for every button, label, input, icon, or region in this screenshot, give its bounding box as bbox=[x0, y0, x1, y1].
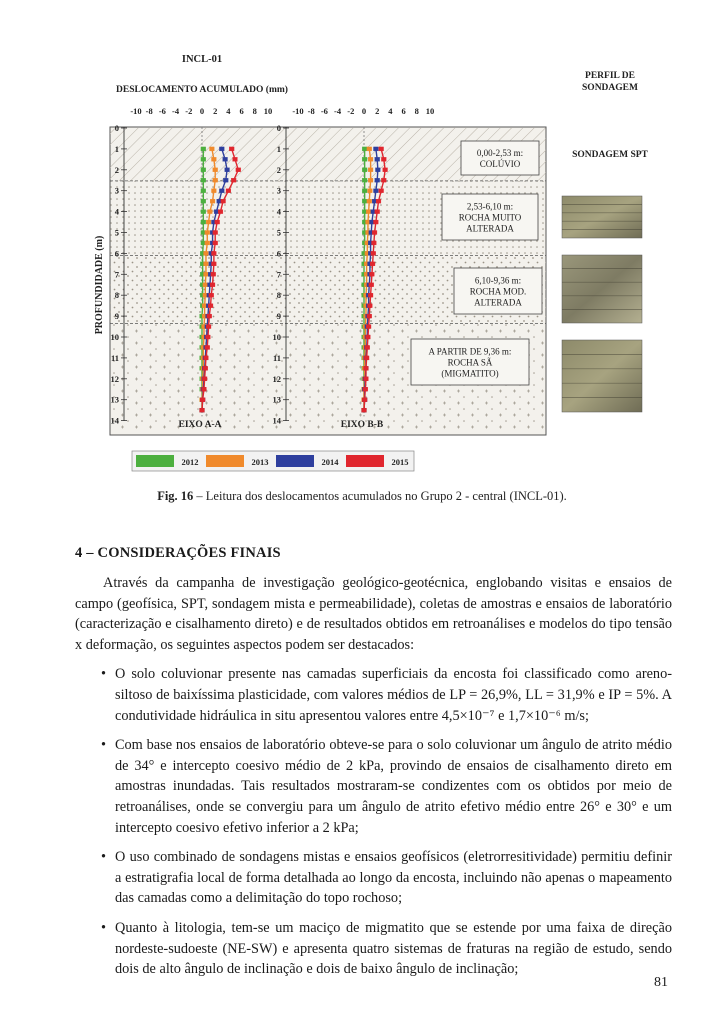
data-point bbox=[206, 220, 211, 224]
data-point bbox=[213, 241, 218, 245]
y-tick-label: 13 bbox=[110, 394, 119, 405]
list-item bbox=[75, 918, 672, 980]
data-point bbox=[200, 408, 205, 412]
inclinometer-figure bbox=[90, 40, 650, 480]
layer-label-line: 0,00-2,53 m: bbox=[476, 148, 524, 158]
x-axis-title: DESLOCAMENTO ACUMULADO (mm) bbox=[116, 85, 288, 95]
y-tick-label: 9 bbox=[114, 311, 119, 322]
layer-label-line: A PARTIR DE 9,36 m: bbox=[428, 346, 512, 357]
layer-label-line: ALTERADA bbox=[474, 297, 522, 308]
y-tick-label: 2 bbox=[114, 164, 119, 175]
list-item bbox=[75, 735, 672, 838]
data-point bbox=[381, 178, 386, 182]
data-point bbox=[206, 335, 211, 339]
data-point bbox=[201, 199, 206, 203]
y-tick-label: 10 bbox=[272, 332, 281, 342]
figure-label: Fig. 16 bbox=[157, 489, 194, 503]
x-tick-label: 8 bbox=[252, 106, 257, 116]
data-point bbox=[219, 147, 224, 151]
y-tick-label: 0 bbox=[114, 123, 119, 133]
y-axis-title: PROFUNDIDADE (m) bbox=[94, 235, 105, 335]
list-item-text: O uso combinado de sondagens mistas e ensaios geofísicos (eletrorresitividade) permitiu definir a estratigrafia local de forma detalhada ao longo da encosta, incluindo não apenas o mapeamento das camadas como a delimitação do topo rochoso; bbox=[115, 849, 672, 907]
y-tick-label: 4 bbox=[276, 206, 281, 217]
data-point bbox=[229, 147, 234, 151]
x-tick-label: 4 bbox=[226, 106, 231, 116]
bullet-icon: • bbox=[101, 849, 107, 866]
data-point bbox=[201, 178, 206, 182]
x-tick-label: -2 bbox=[185, 106, 193, 116]
data-point bbox=[233, 157, 238, 161]
inclinometer-chart bbox=[90, 40, 650, 480]
data-point bbox=[205, 231, 210, 235]
layer-label-line: ALTERADA bbox=[466, 223, 514, 234]
x-tick-label: 2 bbox=[375, 106, 380, 116]
x-tick-label: 0 bbox=[361, 106, 367, 116]
y-tick-label: 10 bbox=[110, 332, 119, 342]
figure-caption-text: – Leitura dos deslocamentos acumulados no Grupo 2 - central (INCL-01). bbox=[193, 489, 567, 503]
data-point bbox=[362, 398, 367, 402]
layer-label bbox=[470, 276, 527, 308]
data-point bbox=[362, 199, 367, 203]
legend-swatch bbox=[136, 455, 174, 467]
x-tick-label: -10 bbox=[130, 106, 142, 116]
conclusions-list bbox=[75, 664, 672, 979]
legend-swatch bbox=[206, 455, 244, 467]
rock-core-photo bbox=[562, 196, 642, 238]
data-point bbox=[201, 157, 206, 161]
panel-label: EIXO A-A bbox=[178, 420, 222, 430]
data-point bbox=[210, 199, 215, 203]
y-tick-label: 0 bbox=[276, 123, 281, 133]
data-point bbox=[370, 262, 375, 266]
list-item-text: Com base nos ensaios de laboratório obteve-se para o solo coluvionar um ângulo de atrito médio de 34° e intercepto coesivo médio de 2 kPa, provindo de ensaios de cisalhamento direto em amostras inundadas. Tais resultados mostraram-se condizentes com os obtidos por meio de retroanálises, onde se convergiu para um ângulo de atrito efetivo médio entre 26° e 30° e um intercepto coesivo efetivo inferior a 2 kPa; bbox=[115, 737, 672, 836]
data-point bbox=[375, 178, 380, 182]
x-tick-label: -8 bbox=[145, 106, 153, 116]
data-point bbox=[205, 241, 210, 245]
body-text bbox=[75, 573, 672, 989]
data-point bbox=[381, 157, 386, 161]
panel-label: EIXO B-B bbox=[340, 420, 384, 430]
y-tick-label: 1 bbox=[114, 143, 119, 154]
data-point bbox=[211, 272, 216, 276]
y-tick-label: 13 bbox=[272, 394, 281, 405]
legend-swatch bbox=[346, 455, 384, 467]
data-point bbox=[370, 272, 375, 276]
figure-caption bbox=[0, 489, 724, 504]
y-tick-label: 5 bbox=[114, 227, 119, 238]
data-point bbox=[203, 366, 208, 370]
data-point bbox=[362, 157, 367, 161]
data-point bbox=[368, 178, 373, 182]
data-point bbox=[201, 147, 206, 151]
data-point bbox=[213, 168, 218, 172]
data-point bbox=[362, 189, 367, 193]
data-point bbox=[366, 210, 371, 214]
legend-label: 2015 bbox=[391, 457, 409, 467]
list-item bbox=[75, 664, 672, 726]
data-point bbox=[372, 231, 377, 235]
data-point bbox=[209, 293, 214, 297]
legend-label: 2013 bbox=[251, 457, 269, 467]
sondagem-label: SONDAGEM SPT bbox=[572, 150, 648, 160]
data-point bbox=[375, 210, 380, 214]
y-tick-label: 8 bbox=[114, 290, 119, 301]
y-tick-label: 3 bbox=[114, 185, 119, 196]
layer-label bbox=[459, 202, 522, 234]
x-tick-label: 10 bbox=[425, 106, 435, 116]
data-point bbox=[362, 178, 367, 182]
y-tick-label: 6 bbox=[276, 248, 281, 259]
data-point bbox=[367, 314, 372, 318]
data-point bbox=[215, 220, 220, 224]
data-point bbox=[201, 189, 206, 193]
data-point bbox=[219, 189, 224, 193]
data-point bbox=[204, 356, 209, 360]
data-point bbox=[211, 157, 216, 161]
data-point bbox=[225, 168, 230, 172]
figure-title: INCL-01 bbox=[181, 54, 223, 65]
data-point bbox=[208, 210, 213, 214]
x-tick-label: 0 bbox=[199, 106, 205, 116]
data-point bbox=[213, 231, 218, 235]
list-item bbox=[75, 847, 672, 909]
data-point bbox=[373, 189, 378, 193]
data-point bbox=[362, 408, 367, 412]
data-point bbox=[204, 262, 209, 266]
y-tick-label: 11 bbox=[110, 352, 119, 363]
data-point bbox=[368, 293, 373, 297]
y-tick-label: 2 bbox=[276, 164, 281, 175]
data-point bbox=[210, 147, 215, 151]
x-tick-label: -10 bbox=[292, 106, 304, 116]
layer-label-line: (MIGMATITO) bbox=[441, 368, 499, 379]
layer-label-line: ROCHA MUITO bbox=[458, 212, 522, 223]
x-tick-label: -6 bbox=[158, 106, 166, 116]
rock-core-photo bbox=[562, 340, 642, 412]
x-tick-label: 4 bbox=[388, 106, 393, 116]
data-point bbox=[367, 199, 372, 203]
page-number: 81 bbox=[654, 975, 668, 990]
data-point bbox=[204, 272, 209, 276]
x-tick-label: 8 bbox=[414, 106, 419, 116]
bullet-icon: • bbox=[101, 919, 107, 936]
y-tick-label: 3 bbox=[276, 185, 281, 196]
data-point bbox=[368, 157, 373, 161]
data-point bbox=[202, 387, 207, 391]
data-point bbox=[223, 178, 228, 182]
data-point bbox=[231, 178, 236, 182]
data-point bbox=[236, 168, 241, 172]
intro-paragraph: Através da campanha de investigação geológico-geotécnica, englobando visitas e ensaios de campo (geofísica, SPT, sondagem mista e permeabilidade), coletas de amostras e ensaios de laboratório (caracterização e cisalhamento direto) e de resultados obtidos em retroanálises e modelos do tipo tensão x deformação, os seguintes aspectos podem ser destacados: bbox=[75, 575, 672, 653]
data-point bbox=[201, 220, 206, 224]
data-point bbox=[211, 262, 216, 266]
data-point bbox=[203, 283, 208, 287]
data-point bbox=[202, 377, 207, 381]
perfil-title: PERFIL DE bbox=[585, 71, 635, 81]
x-tick-label: 2 bbox=[213, 106, 218, 116]
data-point bbox=[366, 335, 371, 339]
data-point bbox=[226, 189, 231, 193]
data-point bbox=[366, 325, 371, 329]
rock-core-photo bbox=[562, 255, 642, 323]
data-point bbox=[201, 210, 206, 214]
data-point bbox=[368, 189, 373, 193]
data-point bbox=[223, 157, 228, 161]
x-tick-label: -4 bbox=[334, 106, 342, 116]
legend-label: 2012 bbox=[181, 457, 199, 467]
data-point bbox=[371, 251, 376, 255]
data-point bbox=[379, 147, 384, 151]
data-point bbox=[204, 251, 209, 255]
layer-label-line: 2,53-6,10 m: bbox=[466, 201, 514, 212]
data-point bbox=[206, 325, 211, 329]
data-point bbox=[362, 168, 367, 172]
x-tick-label: 10 bbox=[263, 106, 273, 116]
layer-label-line: ROCHA MOD. bbox=[469, 286, 527, 297]
y-tick-label: 9 bbox=[276, 311, 281, 322]
legend-label: 2014 bbox=[321, 457, 339, 467]
data-point bbox=[367, 147, 372, 151]
y-tick-label: 5 bbox=[276, 227, 281, 238]
y-tick-label: 11 bbox=[272, 352, 281, 363]
data-point bbox=[221, 199, 226, 203]
x-tick-label: 6 bbox=[239, 106, 244, 116]
y-tick-label: 14 bbox=[272, 415, 281, 426]
data-point bbox=[369, 283, 374, 287]
data-point bbox=[379, 189, 384, 193]
data-point bbox=[364, 377, 369, 381]
data-point bbox=[373, 147, 378, 151]
list-item-text: O solo coluvionar presente nas camadas superficiais da encosta foi classificado como areno-siltoso de baixíssima plasticidade, com valores médios de LP = 26,9%, LL = 31,9% e IP = 5%. A condutividade hidráulica in situ apresentou valores entre 4,5×10⁻⁷ e 1,7×10⁻⁶ m/s; bbox=[115, 666, 672, 724]
y-tick-label: 6 bbox=[114, 248, 119, 259]
data-point bbox=[376, 199, 381, 203]
data-point bbox=[373, 220, 378, 224]
y-tick-label: 1 bbox=[276, 143, 281, 154]
data-point bbox=[363, 387, 368, 391]
y-tick-label: 7 bbox=[114, 269, 119, 280]
layer-label-line: ROCHA SÃ bbox=[447, 357, 493, 368]
data-point bbox=[372, 241, 377, 245]
data-point bbox=[211, 189, 216, 193]
data-point bbox=[368, 168, 373, 172]
data-point bbox=[218, 210, 223, 214]
y-tick-label: 7 bbox=[276, 269, 281, 280]
layer-label-box bbox=[461, 141, 539, 175]
section-title: 4 – CONSIDERAÇÕES FINAIS bbox=[75, 545, 281, 561]
data-point bbox=[210, 283, 215, 287]
data-point bbox=[205, 345, 210, 349]
y-tick-label: 12 bbox=[110, 373, 119, 384]
data-point bbox=[362, 147, 367, 151]
list-item-text: Quanto à litologia, tem-se um maciço de migmatito que se estende por uma faixa de direção nordeste-sudoeste (NE-SW) e apresenta quatro sistemas de fraturas na região de estudo, sendo dois de alto ângulo de inclinação e dois de baixo ângulo de inclinação; bbox=[115, 919, 672, 978]
data-point bbox=[364, 356, 369, 360]
perfil-title: SONDAGEM bbox=[582, 83, 638, 93]
y-tick-label: 14 bbox=[110, 415, 119, 426]
x-tick-label: -6 bbox=[320, 106, 328, 116]
data-point bbox=[200, 398, 205, 402]
x-tick-label: -8 bbox=[307, 106, 315, 116]
bullet-icon: • bbox=[101, 666, 107, 683]
y-tick-label: 4 bbox=[114, 206, 119, 217]
data-point bbox=[364, 366, 369, 370]
x-tick-label: -2 bbox=[347, 106, 355, 116]
data-point bbox=[207, 314, 212, 318]
data-point bbox=[213, 178, 218, 182]
x-tick-label: -4 bbox=[172, 106, 180, 116]
y-tick-label: 8 bbox=[276, 290, 281, 301]
layer-label-line: COLÚVIO bbox=[479, 159, 521, 169]
data-point bbox=[211, 251, 216, 255]
layer-label-line: 6,10-9,36 m: bbox=[474, 275, 522, 286]
legend-swatch bbox=[276, 455, 314, 467]
data-point bbox=[383, 168, 388, 172]
y-tick-label: 12 bbox=[272, 373, 281, 384]
bullet-icon: • bbox=[101, 737, 107, 754]
data-point bbox=[365, 345, 370, 349]
x-tick-label: 6 bbox=[401, 106, 406, 116]
data-point bbox=[201, 168, 206, 172]
data-point bbox=[368, 304, 373, 308]
layer-label bbox=[477, 148, 523, 169]
data-point bbox=[208, 304, 213, 308]
data-point bbox=[375, 157, 380, 161]
data-point bbox=[375, 168, 380, 172]
